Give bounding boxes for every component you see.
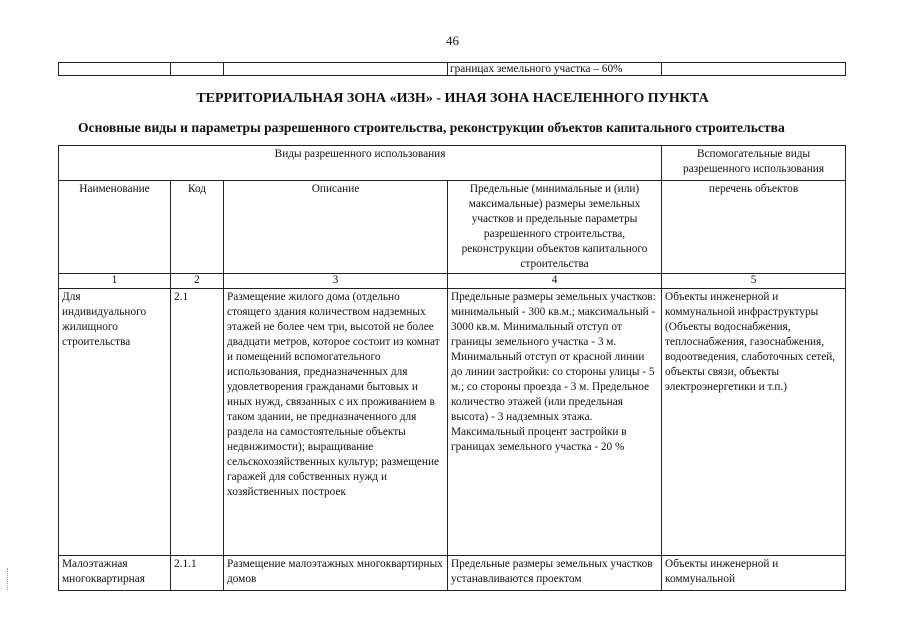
cell-limits: Предельные размеры земельных участков: минимальный - 300 кв.м.; максимальный - 3000 кв.м. Минимальный отступ от границы земельного участка - 3 м. Минимальный отступ от красной линии до линии застройки: со стороны улицы - 5 м.; со стороны проезда - 3 м. Предельное количество этажей (или предельная высота) - 3 надземных этажа. Максимальный процент застройки в границах земельного участка - 20 % xyxy=(448,289,662,556)
cell-description: Размещение малоэтажных многоквартирных домов xyxy=(224,556,448,591)
zoning-table xyxy=(58,145,846,591)
header-description: Описание xyxy=(224,181,448,274)
header-main-group: Виды разрешенного использования xyxy=(59,146,662,181)
header-name: Наименование xyxy=(59,181,171,274)
page-number: 46 xyxy=(446,33,459,48)
prev-cell-4: границах земельного участка – 60% xyxy=(448,63,662,76)
zone-title: ТЕРРИТОРИАЛЬНАЯ ЗОНА «ИЗН» - ИНАЯ ЗОНА НАСЕЛЕННОГО ПУНКТА xyxy=(196,91,709,106)
table-row xyxy=(59,556,846,591)
cell-aux: Объекты инженерной и коммунальной xyxy=(662,556,846,591)
prev-cell-5 xyxy=(662,63,846,76)
header-limits: Предельные (минимальные и (или) максимальные) размеры земельных участков и предельные параметры разрешенного строительства, реконструкции объектов капитального строительства xyxy=(448,181,662,274)
column-number-2: 2 xyxy=(171,274,224,289)
cell-aux: Объекты инженерной и коммунальной инфраструктуры (Объекты водоснабжения, теплоснабжения, газоснабжения, водоотведения, слаботочных сетей, объекты связи, объекты электроэнергетики и т.п.) xyxy=(662,289,846,556)
column-number-4: 4 xyxy=(448,274,662,289)
cell-name: Малоэтажная многоквартирная xyxy=(59,556,171,591)
binding-mark xyxy=(7,568,12,590)
header-aux-list: перечень объектов xyxy=(662,181,846,274)
column-number-3: 3 xyxy=(224,274,448,289)
cell-code: 2.1.1 xyxy=(171,556,224,591)
column-number-1: 1 xyxy=(59,274,171,289)
header-code: Код xyxy=(171,181,224,274)
previous-table-tail xyxy=(58,62,846,76)
cell-name: Для индивидуального жилищного строительства xyxy=(59,289,171,556)
cell-limits: Предельные размеры земельных участков устанавливаются проектом xyxy=(448,556,662,591)
prev-cell-3 xyxy=(224,63,448,76)
table-row xyxy=(59,289,846,556)
header-aux-group: Вспомогательные виды разрешенного использования xyxy=(662,146,846,181)
prev-cell-1 xyxy=(59,63,171,76)
cell-description: Размещение жилого дома (отдельно стоящего здания количеством надземных этажей не более чем три, высотой не более двадцати метров, которое состоит из комнат и помещений вспомогательного использования, предназначенных для удовлетворения гражданами бытовых и иных нужд, связанных с их проживанием в таком здании, не предназначенного для раздела на самостоятельные объекты недвижимости); выращивание сельскохозяйственных культур; размещение гаражей для собственных нужд и хозяйственных построек xyxy=(224,289,448,556)
section-subtitle: Основные виды и параметры разрешенного строительства, реконструкции объектов капитального строительства xyxy=(78,120,785,135)
cell-code: 2.1 xyxy=(171,289,224,556)
prev-cell-2 xyxy=(171,63,224,76)
column-number-5: 5 xyxy=(662,274,846,289)
